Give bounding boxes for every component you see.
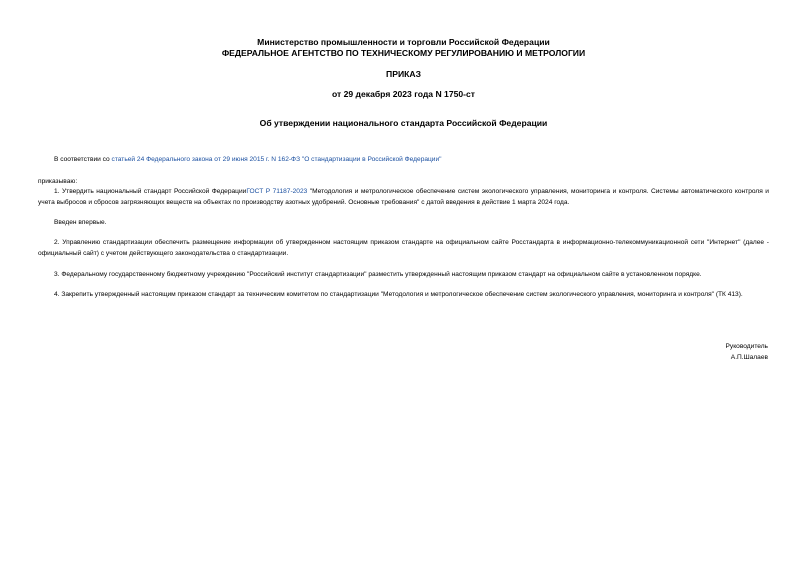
paragraph-3: 3. Федеральному государственному бюджетному учреждению "Российский институт стандартизации" разместить утвержденный настоящим приказом стандарт на официальном сайте в установленном порядке.	[54, 271, 702, 278]
ministry-name: Министерство промышленности и торговли Российской Федерации	[257, 37, 550, 47]
document-date-number: от 29 декабря 2023 года N 1750-ст	[331, 89, 476, 99]
paragraph-4: 4. Закрепить утвержденный настоящим приказом стандарт за техническим комитетом по стандартизации "Методология и метрологическое обеспечение систем экологического управления, мониторинга и контроля" (ТК 413).	[54, 291, 743, 298]
paragraph-1	[38, 187, 769, 209]
document-title: Об утверждении национального стандарта Российской Федерации	[259, 118, 548, 128]
law-link[interactable]: статьей 24 Федерального закона от 29 июня 2015 г. N 162-ФЗ "О стандартизации в Российской Федерации"	[111, 156, 442, 163]
p1-text: "Методология и метрологическое обеспечение систем экологического управления, мониторинга и контроля. Системы автоматического контроля и учета выбросов и сбросов загрязняющих веществ на объектах по производству азотных удобрений. Основные требования" с датой введения в действие 1 марта 2024 года.	[38, 188, 769, 206]
gost-link[interactable]: ГОСТ Р 71187-2023	[246, 188, 308, 195]
introduced-first-note: Введен впервые.	[54, 219, 107, 226]
document-type: ПРИКАЗ	[386, 69, 421, 79]
signature-role: Руководитель	[725, 343, 768, 350]
agency-name: ФЕДЕРАЛЬНОЕ АГЕНТСТВО ПО ТЕХНИЧЕСКОМУ РЕГУЛИРОВАНИЮ И МЕТРОЛОГИИ	[221, 48, 586, 58]
paragraph-2: 2. Управлению стандартизации обеспечить размещение информации об утвержденном настоящим приказом стандарте на официальном сайте Росстандарта в информационно-телекоммуникационной сети "Интернет" (далее - официальный сайт) с учетом действующего законодательства о стандартизации.	[38, 239, 769, 257]
signature-name: А.П.Шалаев	[730, 354, 768, 361]
intro-prefix: В соответствии со	[54, 156, 112, 163]
intro-paragraph	[38, 155, 769, 166]
order-word: приказываю:	[38, 178, 78, 185]
p1-prefix: 1. Утвердить национальный стандарт Российской Федерации	[54, 188, 247, 195]
